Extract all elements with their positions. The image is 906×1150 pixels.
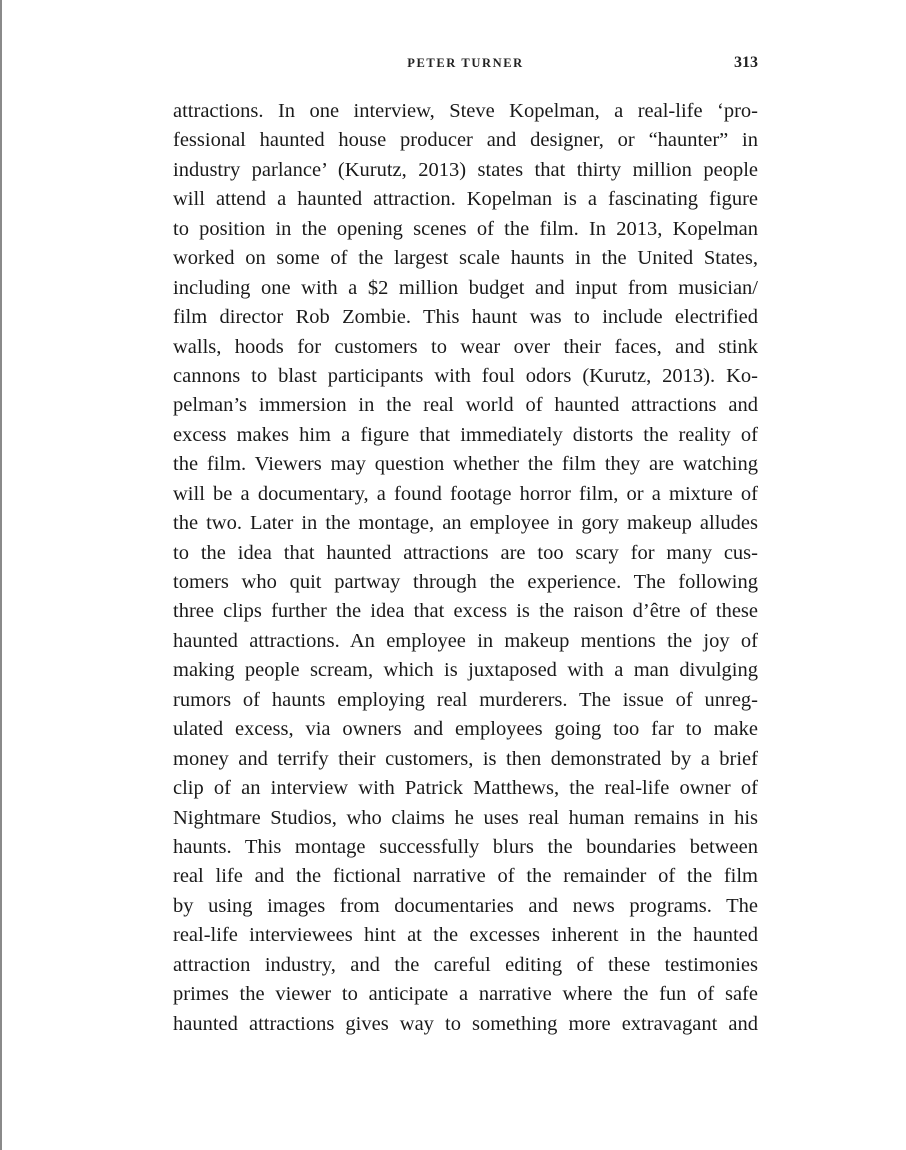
text-line: by using images from documentaries and news programs. The <box>173 894 758 917</box>
text-line: worked on some of the largest scale haunts in the United States, <box>173 247 758 270</box>
text-line: the film. Viewers may question whether the film they are watching <box>173 453 758 476</box>
text-line: Nightmare Studios, who claims he uses real human remains in his <box>173 806 758 829</box>
text-line: primes the viewer to anticipate a narrative where the fun of safe <box>173 983 758 1006</box>
running-head-author: PETER TURNER <box>407 56 524 70</box>
text-line: attractions. In one interview, Steve Kopelman, a real-life ‘pro- <box>173 100 758 122</box>
text-line: money and terrify their customers, is then demonstrated by a brief <box>173 747 758 770</box>
text-line: to position in the opening scenes of the film. In 2013, Kopelman <box>173 217 758 240</box>
page-edge-rule <box>0 0 2 1150</box>
text-line: fessional haunted house producer and designer, or “haunter” in <box>173 129 758 152</box>
text-line: including one with a $2 million budget and input from musician/ <box>173 276 758 299</box>
text-line: tomers who quit partway through the experience. The following <box>173 571 758 593</box>
text-line: the two. Later in the montage, an employee in gory makeup alludes <box>173 512 758 535</box>
text-line: to the idea that haunted attractions are too scary for many cus- <box>173 541 758 564</box>
text-line: three clips further the idea that excess is the raison d’être of these <box>173 600 758 623</box>
text-line: industry parlance’ (Kurutz, 2013) states that thirty million people <box>173 158 758 181</box>
text-line: haunts. This montage successfully blurs the boundaries between <box>173 835 758 858</box>
text-line: excess makes him a figure that immediately distorts the reality of <box>173 423 758 446</box>
text-line: cannons to blast participants with foul odors (Kurutz, 2013). Ko- <box>173 364 758 387</box>
body-paragraph <box>173 97 758 1039</box>
text-line: will be a documentary, a found footage horror film, or a mixture of <box>173 482 758 505</box>
text-line: haunted attractions gives way to something more extravagant and <box>173 1012 758 1035</box>
text-line: ulated excess, via owners and employees going too far to make <box>173 718 758 741</box>
text-line: clip of an interview with Patrick Matthews, the real-life owner of <box>173 777 758 800</box>
page-number: 313 <box>734 54 758 71</box>
text-line: attraction industry, and the careful editing of these testimonies <box>173 953 758 976</box>
text-line: making people scream, which is juxtaposed with a man divulging <box>173 659 758 682</box>
running-head <box>173 54 758 74</box>
text-line: rumors of haunts employing real murderers. The issue of unreg- <box>173 688 758 711</box>
text-line: real-life interviewees hint at the excesses inherent in the haunted <box>173 924 758 947</box>
text-line: haunted attractions. An employee in makeup mentions the joy of <box>173 629 758 652</box>
text-line: film director Rob Zombie. This haunt was to include electrified <box>173 306 758 329</box>
text-line: walls, hoods for customers to wear over their faces, and stink <box>173 335 758 358</box>
text-line: will attend a haunted attraction. Kopelman is a fascinating figure <box>173 188 758 211</box>
text-line: real life and the fictional narrative of the remainder of the film <box>173 865 758 888</box>
text-line: pelman’s immersion in the real world of haunted attractions and <box>173 394 758 417</box>
